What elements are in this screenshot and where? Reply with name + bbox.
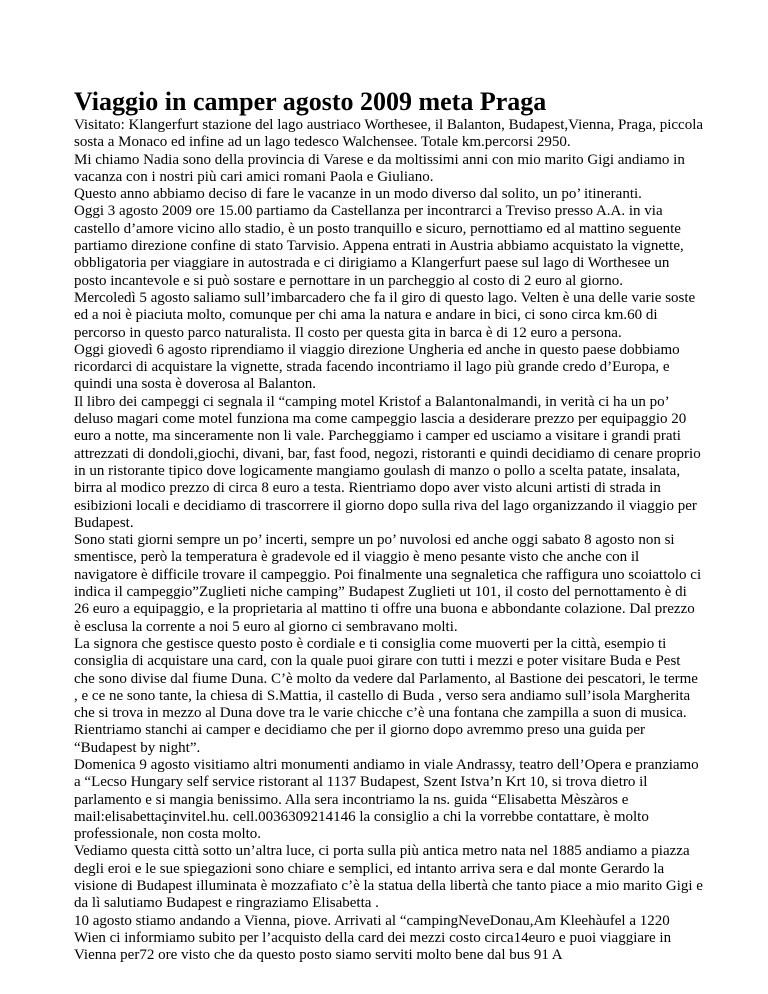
- paragraph-august-10: 10 agosto stiamo andando a Vienna, piove. Arrivati al “campingNeveDonau,Am Kleehàufel a 1220 Wien ci informiamo subito per l’acquisto della card dei mezzi costo circa14euro e puoi viaggiare in Vienna per72 ore visto che da questo posto siamo serviti molto bene dal bus 91 A: [74, 912, 672, 964]
- paragraph-august-3: Oggi 3 agosto 2009 ore 15.00 partiamo da Castellanza per incontrarci a Treviso presso A.A. in via castello d’amore vicino allo stadio, è un posto tranquillo e sicuro, pernottiamo ed al mattino seguente partiamo direzione confine di stato Tarvisio. Appena entrati in Austria abbiamo acquistato la vignette, obbligatoria per viaggiare in autostrada e ci dirigiamo a Klangerfurt paese sul lago di Worthesee un posto incantevole e si può sostare e pernottare in un parcheggio al costo di 2 euro al giorno.: [74, 203, 684, 289]
- paragraph-august-6: Oggi giovedì 6 agosto riprendiamo il viaggio direzione Ungheria ed anche in questo paese dobbiamo ricordarci di acquistare la vignette, strada facendo incontriamo il lago più grande credo d’Europa, e quindi una sosta è doverosa al Balanton.: [74, 341, 680, 393]
- paragraph-august-9: Domenica 9 agosto visitiamo altri monumenti andiamo in viale Andrassy, teatro dell’Opera e pranziamo a “Lecso Hungary self service ristorant al 1137 Budapest, Szent Istva’n Krt 10, si trova dietro il parlamento e si mangia benissimo. Alla sera incontriamo la ns. guida “Elisabetta Mèszàros e mail:elisabettaçinvitel.hu. cell.0036309214146 la consiglio a chi la vorrebbe contattare, è molto professionale, non costa molto.: [74, 756, 699, 843]
- paragraph-camping-kristof: Il libro dei campeggi ci segnala il “camping motel Kristof a Balantonalmandi, in verità ci ha un po’ deluso magari come motel funziona ma come campeggio lascia a desiderare prezzo per equipaggio 20 euro a notte, ma sinceramente non li vale. Parcheggiamo i camper ed usciamo a visitare i grandi prati attrezzati di dondoli,giochi, divani, bar, fast food, negozi, ristoranti e quindi decidiamo di cenare proprio in un ristorante tipico dove logicamente mangiamo goulash di manzo o pollo a scelta patate, insalata, birra al modico prezzo di circa 8 euro a testa. Rientriamo dopo aver visto alcuni artisti di strada in esibizioni locali e decidiamo di trascorrere il giorno dopo sulla riva del lago organizzando il viaggio per Budapest.: [74, 393, 701, 531]
- document-title: Viaggio in camper agosto 2009 meta Praga: [74, 87, 547, 116]
- paragraph-visited-places: Visitato: Klangerfurt stazione del lago austriaco Worthesee, il Balanton, Budapest,Vienna, Praga, piccola sosta a Monaco ed infine ad un lago tedesco Walchensee. Totale km.percorsi 2950.: [74, 117, 704, 151]
- paragraph-budapest-night: Vediamo questa città sotto un’altra luce, ci porta sulla più antica metro nata nel 1885 andiamo a piazza degli eroi e le sue spiegazioni sono chiare e semplici, ed intanto arriva sera e dal monte Gerardo la visione di Budapest illuminata è mozzafiato c’è la statua della libertà che tanto piace a mio marito Gigi e da lì salutiamo Budapest e ringraziamo Elisabetta .: [74, 843, 703, 912]
- paragraph-august-8: Sono stati giorni sempre un po’ incerti, sempre un po’ nuvolosi ed anche oggi sabato 8 agosto non si smentisce, però la temperatura è gradevole ed il viaggio è meno pesante visto che anche con il navigatore è difficile trovare il campeggio. Poi finalmente una segnaletica che raffigura uno scoiattolo ci indica il campeggio”Zuglieti niche camping” Budapest Zuglieti ut 101, il costo del pernottamento è di 26 euro a equipaggio, e la proprietaria al mattino ti offre una buona e abbondante colazione. Dal prezzo è esclusa la corrente a noi 5 euro al giorno ci sembravano molti.: [74, 532, 702, 635]
- document-body: [74, 117, 704, 965]
- paragraph-trip-style: Questo anno abbiamo deciso di fare le vacanze in un modo diverso dal solito, un po’ itineranti.: [74, 186, 642, 203]
- paragraph-budapest-city: La signora che gestisce questo posto è cordiale e ti consiglia come muoverti per la città, esempio ti consiglia di acquistare una card, con la quale puoi girare con tutti i mezzi e poter visitare Buda e Pest che sono divise dal fiume Duna. C’è molto da vedere dal Parlamento, al Bastione dei pescatori, le terme , e ce ne sono tante, la chiesa di S.Mattia, il castello di Buda , verso sera andiamo sull’isola Margherita che si trova in mezzo al Duna dove tra le varie chicche c’è una fontana che zampilla a suon di musica. Rientriamo stanchi ai camper e decidiamo che per il giorno dopo avremmo preso una guida per “Budapest by night”.: [74, 635, 698, 756]
- document-content: [74, 87, 704, 965]
- paragraph-august-5: Mercoledì 5 agosto saliamo sull’imbarcadero che fa il giro di questo lago. Velten è una delle varie soste ed a noi è piaciuta molto, comunque per chi ama la natura e andare in bici, ci sono circa km.60 di percorso in questo parco naturalista. Il costo per questa gita in barca è di 12 euro a persona.: [74, 289, 696, 341]
- paragraph-introduction: Mi chiamo Nadia sono della provincia di Varese e da moltissimi anni con mio marito Gigi andiamo in vacanza con i nostri più cari amici romani Paola e Giuliano.: [74, 151, 685, 185]
